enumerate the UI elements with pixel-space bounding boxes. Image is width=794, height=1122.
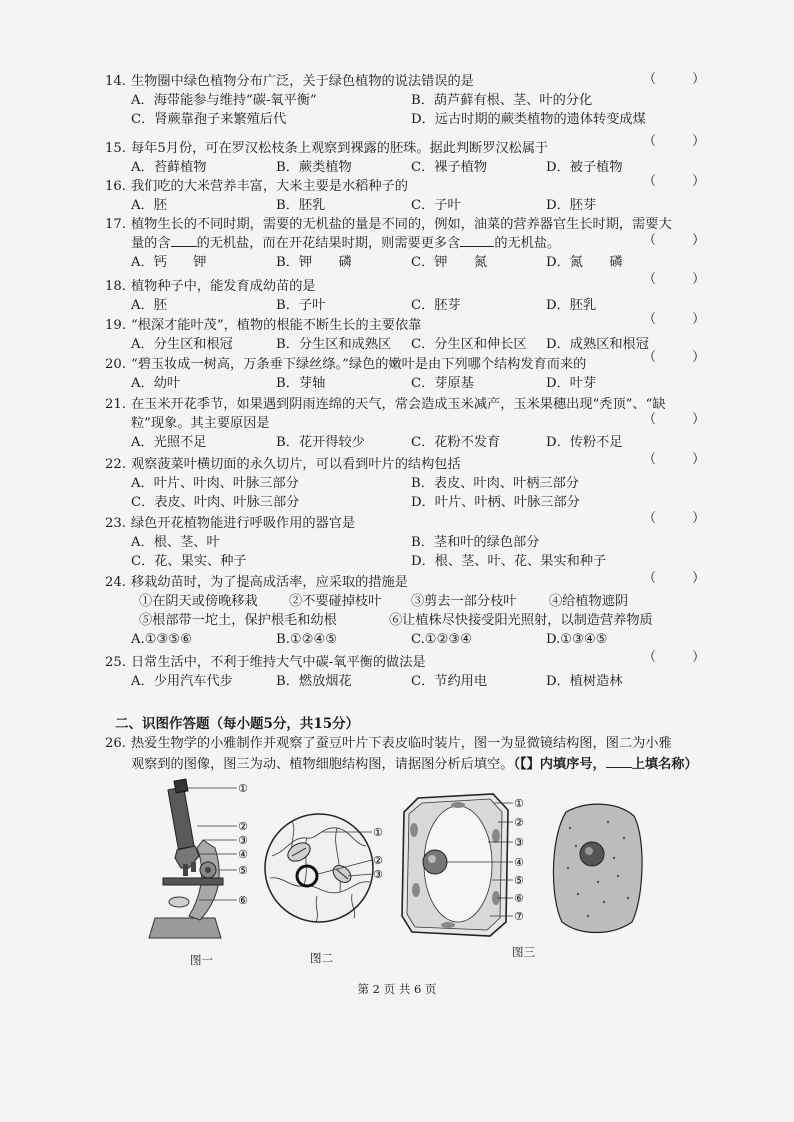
- question-stem-part: 粒”现象。其主要原因是: [131, 416, 270, 431]
- chloroplast: [451, 802, 465, 808]
- question-stem: 我们吃的大米营养丰富，大米主要是水稻种子的: [131, 179, 408, 194]
- question-stem: 生物圈中绿色植物分布广泛，关于绿色植物的说法错误的是: [131, 74, 474, 89]
- question-number: 14.: [105, 74, 126, 89]
- option-b: B．燃放烟花: [276, 674, 352, 689]
- plant-cell-diagram: [398, 790, 543, 940]
- fill-blank-2[interactable]: [460, 234, 494, 247]
- page-footer: 第 2 页 共 6 页: [357, 982, 437, 996]
- answer-paren-20: （ ）: [643, 350, 722, 365]
- option-b: B.①②④⑤: [276, 632, 338, 647]
- question-number: 20.: [105, 357, 126, 372]
- option-a: A.①③⑤⑥: [131, 632, 193, 647]
- cell-membrane: [553, 804, 642, 932]
- chloroplast: [410, 823, 418, 837]
- fill-blank-sample: [606, 755, 632, 768]
- question-number: 16.: [105, 179, 126, 194]
- fig1-mark-6: ⑥: [238, 894, 248, 907]
- question-number: 22.: [105, 457, 126, 472]
- fig2-mark-3: ③: [373, 868, 383, 881]
- option-c: C．花粉不发育: [411, 435, 501, 450]
- question-19: [105, 316, 690, 354]
- option-b: B．葫芦藓有根、茎、叶的分化: [411, 93, 593, 108]
- fill-instruction: （【】内填序号，: [513, 757, 606, 772]
- chloroplast: [412, 883, 420, 897]
- option-a: A．钙 钾: [131, 255, 207, 270]
- answer-paren-23: （ ）: [643, 511, 722, 526]
- option-a: A．叶片、叶肉、叶脉三部分: [131, 476, 299, 491]
- question-26: [105, 733, 698, 775]
- option-a: A．根、茎、叶: [131, 535, 220, 550]
- option-b: B．蕨类植物: [276, 160, 352, 175]
- option-c: C．节约用电: [411, 674, 488, 689]
- question-14: [105, 72, 690, 129]
- question-number: 15.: [105, 141, 126, 156]
- question-number: 17.: [105, 217, 126, 232]
- option-a: A．胚: [131, 298, 167, 313]
- option-d: D．植树造林: [546, 674, 623, 689]
- fig3-mark-5: ⑤: [514, 874, 524, 887]
- option-d: D．胚芽: [546, 198, 597, 213]
- option-a: A．胚: [131, 198, 167, 213]
- answer-paren-15: （ ）: [643, 134, 722, 149]
- question-stem-part: 量的含: [131, 236, 171, 251]
- fig3-mark-6: ⑥: [514, 892, 524, 905]
- microscope-stage: [163, 878, 223, 885]
- question-number: 18.: [105, 279, 126, 294]
- fig2-label: 图二: [310, 951, 333, 965]
- option-b: B．表皮、叶肉、叶柄三部分: [411, 476, 579, 491]
- option-b: B．芽轴: [276, 376, 326, 391]
- option-c: C．表皮、叶肉、叶脉三部分: [131, 495, 300, 510]
- option-a: A．海带能参与维持“碳-氧平衡”: [131, 93, 317, 108]
- question-24: [105, 573, 690, 649]
- microscope-base: [149, 918, 221, 938]
- answer-paren-16: （ ）: [643, 174, 722, 189]
- question-stem: 绿色开花植物能进行呼吸作用的器官是: [131, 516, 356, 531]
- question-15: [105, 139, 690, 177]
- question-stem-part: 观察到的图像，图三为动、植物细胞结构图，请据图分析后填空。: [131, 757, 514, 772]
- fig1-mark-4: ④: [238, 848, 248, 861]
- answer-paren-25: （ ）: [643, 650, 722, 665]
- question-number: 26.: [105, 736, 126, 751]
- answer-paren-21: （ ）: [643, 412, 722, 427]
- option-d: D．胚乳: [546, 298, 597, 313]
- fig3-label: 图三: [512, 945, 535, 959]
- question-23: [105, 514, 690, 571]
- question-stem: 移栽幼苗时，为了提高成活率，应采取的措施是: [131, 575, 408, 590]
- nucleus: [580, 842, 604, 866]
- measure-2: ②不要碰掉枝叶: [289, 594, 382, 609]
- option-b: B．茎和叶的绿色部分: [411, 535, 540, 550]
- measure-6: ⑥让植株尽快接受阳光照射，以制造营养物质: [389, 613, 653, 628]
- option-c: C．胚芽: [411, 298, 461, 313]
- measure-3: ③剪去一部分枝叶: [411, 594, 517, 609]
- option-c: C．裸子植物: [411, 160, 488, 175]
- option-a: A．苔藓植物: [131, 160, 207, 175]
- question-22: [105, 455, 690, 512]
- question-number: 24.: [105, 575, 126, 590]
- question-number: 23.: [105, 516, 126, 531]
- question-stem-part: 的无机盐，而在开花结果时期，则需要更多含: [196, 236, 461, 251]
- fig3-mark-3: ③: [514, 836, 524, 849]
- answer-paren-17: （ ）: [643, 233, 722, 248]
- fig1-mark-1: ①: [238, 782, 248, 795]
- question-stem: “根深才能叶茂”，植物的根能不断生长的主要依靠: [131, 318, 422, 333]
- eyepiece: [174, 779, 188, 793]
- question-stem: 植物种子中，能发育成幼苗的是: [131, 279, 316, 294]
- fig2-mark-1: ①: [373, 826, 383, 839]
- question-stem: “碧玉妆成一树高，万条垂下绿丝绦。”绿色的嫩叶是由下列哪个结构发育而来的: [131, 357, 587, 372]
- fig3-mark-2: ②: [514, 816, 524, 829]
- option-b: B．钾 磷: [276, 255, 352, 270]
- microscope-diagram: [145, 778, 260, 948]
- field-of-view: [265, 814, 373, 922]
- option-d: D．传粉不足: [546, 435, 623, 450]
- fig1-mark-5: ⑤: [238, 864, 248, 877]
- option-b: B．子叶: [276, 298, 326, 313]
- chloroplast: [492, 829, 500, 843]
- option-c: C．肾蕨靠孢子来繁殖后代: [131, 112, 287, 127]
- question-stem: 在玉米开花季节，如果遇到阴雨连绵的天气，常会造成玉米减产，玉米果穗出现“秃顶”、“缺: [131, 397, 666, 412]
- answer-paren-18: （ ）: [643, 272, 722, 287]
- option-c: C.①②③④: [411, 632, 473, 647]
- option-d: D．成熟区和根冠: [546, 337, 649, 352]
- measure-5: ⑤根部带一坨土，保护根毛和幼根: [139, 613, 337, 628]
- fig1-mark-3: ③: [238, 834, 248, 847]
- measure-4: ④给植物遮阴: [549, 594, 629, 609]
- option-b: B．胚乳: [276, 198, 326, 213]
- option-d: D．氮 磷: [546, 255, 623, 270]
- option-d: D．根、茎、叶、花、果实和种子: [411, 554, 607, 569]
- option-a: A．少用汽车代步: [131, 674, 233, 689]
- question-16: [105, 177, 690, 215]
- option-c: C．钾 氮: [411, 255, 488, 270]
- question-stem-part: 的无机盐。: [494, 236, 561, 251]
- fig2-mark-2: ②: [373, 854, 383, 867]
- animal-cell-diagram: [548, 798, 648, 938]
- option-d: D．被子植物: [546, 160, 623, 175]
- question-25: [105, 653, 690, 691]
- option-a: A．分生区和根冠: [131, 337, 233, 352]
- chloroplast: [441, 922, 455, 928]
- fig3-mark-4: ④: [514, 856, 524, 869]
- answer-paren-22: （ ）: [643, 452, 722, 467]
- question-stem: 观察菠菜叶横切面的永久切片，可以看到叶片的结构包括: [131, 457, 461, 472]
- fig1-mark-2: ②: [238, 820, 248, 833]
- option-b: B．分生区和成熟区: [276, 337, 392, 352]
- option-d: D．远古时期的蕨类植物的遗体转变成煤: [411, 112, 646, 127]
- answer-paren-19: （ ）: [643, 312, 722, 327]
- nucleus: [423, 850, 447, 874]
- answer-paren-14: （ ）: [643, 72, 722, 87]
- option-d: D.①③④⑤: [546, 632, 608, 647]
- option-d: D．叶片、叶柄、叶脉三部分: [411, 495, 580, 510]
- measure-1: ①在阴天或傍晚移栽: [139, 594, 258, 609]
- option-c: C．花、果实、种子: [131, 554, 247, 569]
- microscope-tube: [168, 787, 194, 849]
- option-d: D．叶芽: [546, 376, 597, 391]
- question-number: 19.: [105, 318, 126, 333]
- option-c: C．子叶: [411, 198, 461, 213]
- option-b: B．花开得较少: [276, 435, 365, 450]
- question-stem: 热爱生物学的小雅制作并观察了蚕豆叶片下表皮临时装片，图一为显微镜结构图，图二为小雅: [131, 736, 672, 751]
- question-stem: 日常生活中，不利于维持大气中碳-氧平衡的做法是: [131, 655, 426, 670]
- question-number: 21.: [105, 397, 126, 412]
- question-stem: 每年5月份，可在罗汉松枝条上观察到裸露的胚珠。据此判断罗汉松属于: [131, 141, 549, 156]
- fig1-label: 图一: [190, 953, 213, 967]
- question-number: 25.: [105, 655, 126, 670]
- section-title: 二、识图作答题（每小题5分，共15分）: [115, 716, 360, 732]
- question-21: [105, 395, 690, 452]
- answer-paren-24: （ ）: [643, 571, 722, 586]
- fig3-mark-1: ①: [514, 797, 524, 810]
- question-20: [105, 355, 690, 393]
- question-18: [105, 277, 690, 315]
- reflector-mirror: [169, 897, 189, 907]
- option-a: A．光照不足: [131, 435, 207, 450]
- option-a: A．幼叶: [131, 376, 181, 391]
- epidermis-view-diagram: [262, 796, 392, 936]
- fig3-mark-7: ⑦: [514, 910, 524, 923]
- option-c: C．芽原基: [411, 376, 474, 391]
- fill-blank-1[interactable]: [171, 234, 197, 247]
- option-c: C．分生区和伸长区: [411, 337, 527, 352]
- fill-instruction-end: 上填名称）: [631, 757, 698, 772]
- question-stem: 植物生长的不同时期，需要的无机盐的量是不同的，例如，油菜的营养器官生长时期，需要大: [131, 217, 672, 232]
- question-17: [105, 215, 690, 272]
